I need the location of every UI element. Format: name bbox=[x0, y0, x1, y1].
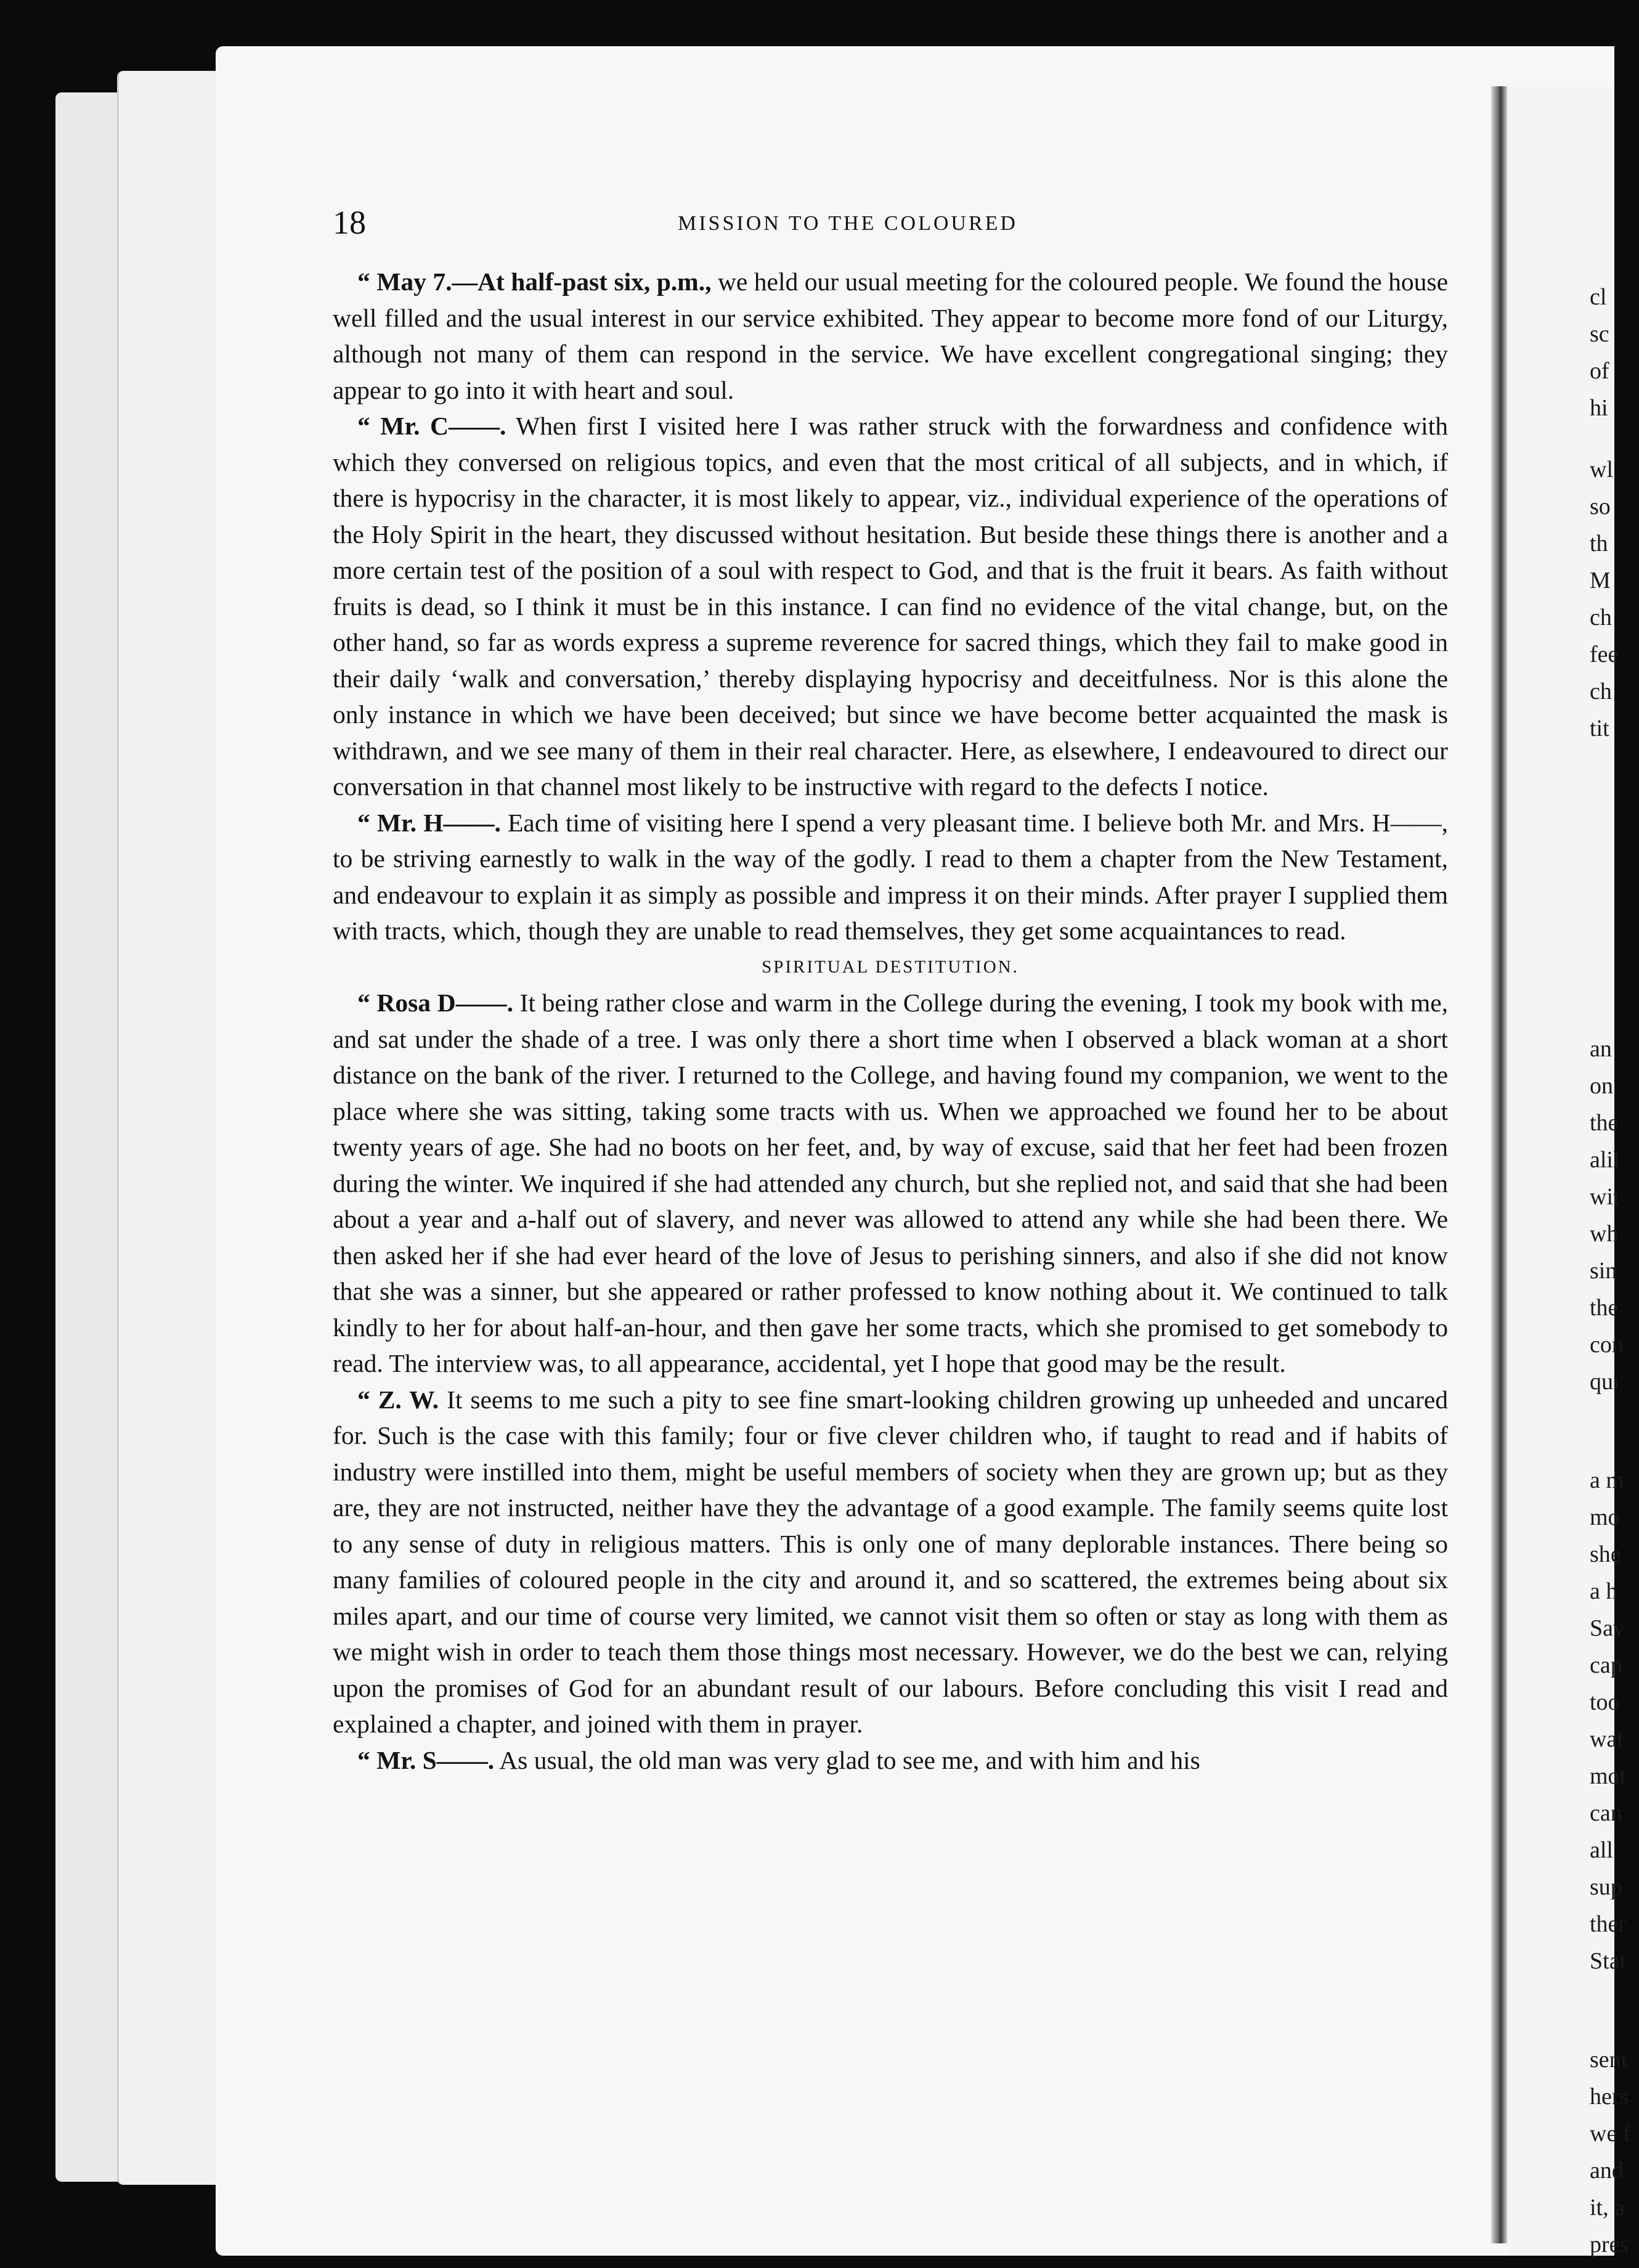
paragraph-may-7 bbox=[333, 264, 1448, 408]
facing-page-fragment: qui bbox=[1590, 1369, 1620, 1395]
paragraph-lead: “ Z. W. bbox=[357, 1385, 439, 1414]
facing-page-fragment: fee bbox=[1590, 642, 1619, 667]
facing-page-fragment: hi bbox=[1590, 395, 1608, 421]
page-header bbox=[333, 203, 1442, 253]
section-heading: SPIRITUAL DESTITUTION. bbox=[762, 957, 1019, 977]
facing-page-fragment: cap bbox=[1590, 1652, 1622, 1678]
paragraph-text: It seems to me such a pity to see fine smart-looking children growing up unheeded and uncared for. Such is the case with this family; four or five clever children who, if taught to read and if habits of industry were instilled into them, might be useful members of society when they are grown up; but as they are, they are not instructed, neither have they the advantage of a good example. The family seems quite lost to any sense of duty in religious matters. This is only one of many deplorable instances. There being so many families of coloured people in the city and around it, and so scattered, the extremes being about six miles apart, and our time of course very limited, we cannot visit them so often or stay as long with them as we might wish in order to teach them those things most necessary. However, we do the best we can, relying upon the promises of God for an abundant result of our labours. Before concluding this visit I read and explained a chapter, and joined with them in prayer. bbox=[333, 1385, 1448, 1738]
facing-page-fragment: it, a bbox=[1590, 2195, 1625, 2221]
facing-page-fragment: wh bbox=[1590, 1221, 1619, 1247]
facing-page-fragment: we f bbox=[1590, 2121, 1631, 2147]
facing-page-fragment: the bbox=[1590, 1110, 1619, 1136]
facing-page-fragment: a m bbox=[1590, 1467, 1624, 1493]
facing-page-fragment: ch bbox=[1590, 605, 1612, 630]
facing-page-fragment: ch bbox=[1590, 679, 1612, 704]
facing-page-fragment: hers bbox=[1590, 2084, 1629, 2110]
facing-page-fragment: tit bbox=[1590, 716, 1609, 741]
facing-page-fragment: on bbox=[1590, 1073, 1613, 1099]
paragraph-mr-c bbox=[333, 408, 1448, 805]
paragraph-text: we held our usual meeting for the coloured people. We found the house well filled and the usual interest in our service exhibited. They appear to become more fond of our Liturgy, although not many of them can respond in the service. We have excellent congregational singing; they appear to go into it with heart and soul. bbox=[333, 267, 1448, 404]
paragraph-lead: “ Mr. H——. bbox=[357, 808, 501, 837]
page-body bbox=[333, 264, 1448, 1778]
facing-page-fragment: wit bbox=[1590, 1184, 1620, 1210]
facing-page-fragment: Stat bbox=[1590, 1948, 1627, 1974]
paragraph-mr-s bbox=[333, 1742, 1448, 1779]
facing-page-fragment: sup bbox=[1590, 1874, 1622, 1900]
facing-page-fragment: wl bbox=[1590, 457, 1613, 483]
facing-page-fragment: an bbox=[1590, 1036, 1612, 1062]
page-number: 18 bbox=[333, 204, 366, 241]
book-gutter bbox=[1491, 86, 1507, 2243]
facing-page-fragment: so bbox=[1590, 494, 1611, 520]
facing-page-fragment: she bbox=[1590, 1541, 1621, 1567]
paragraph-lead: “ May 7.—At half-past six, p.m., bbox=[357, 267, 712, 296]
facing-page-fragment: can bbox=[1590, 1800, 1622, 1826]
facing-page-fragment: sin bbox=[1590, 1258, 1617, 1284]
paragraph-rosa-d bbox=[333, 985, 1448, 1382]
paragraph-mr-h bbox=[333, 805, 1448, 949]
facing-page-fragment: sc bbox=[1590, 321, 1609, 347]
facing-page-fragment: and bbox=[1590, 2158, 1624, 2184]
facing-page-fragment: mo bbox=[1590, 1504, 1620, 1530]
facing-page-fragment: Sav bbox=[1590, 1615, 1625, 1641]
facing-page-fragment: M bbox=[1590, 568, 1611, 594]
facing-page-fragment: sent bbox=[1590, 2047, 1628, 2073]
facing-page-fragment: all bbox=[1590, 1837, 1613, 1863]
facing-page-fragment: ther bbox=[1590, 1911, 1627, 1937]
paragraph-text: It being rather close and warm in the College during the evening, I took my book with me, and sat under the shade of a tree. I was only there a short time when I observed a black woman at a short distance on the bank of the river. I returned to the College, and having found my companion, we went to the place where she was sitting, taking some tracts with us. When we approached we found her to be about twenty years of age. She had no boots on her feet, and, by way of excuse, said that her feet had been frozen during the winter. We inquired if she had attended any church, but she replied not, and said that she had been about a year and a-half out of slavery, and never was allowed to attend any while she had been there. We then asked her if she had ever heard of the love of Jesus to perishing sinners, and also if she did not know that she was a sinner, but she appeared or rather professed to know nothing about it. We continued to talk kindly to her for about half-an-hour, and then gave her some tracts, which she promised to get somebody to read. The interview was, to all appearance, accidental, yet I hope that good may be the result. bbox=[333, 989, 1448, 1377]
facing-page-fragment: mot bbox=[1590, 1763, 1627, 1789]
facing-page-fragment: too bbox=[1590, 1689, 1620, 1715]
facing-page-fragment: th bbox=[1590, 531, 1608, 557]
facing-page-fragment: alil bbox=[1590, 1147, 1620, 1173]
paragraph-lead: “ Rosa D——. bbox=[357, 989, 514, 1017]
facing-page-fragment: the bbox=[1590, 1295, 1619, 1321]
paragraph-text: When first I visited here I was rather struck with the forwardness and confidence with which they conversed on religious topics, and even that the most critical of all subjects, and in which, if there is hypocrisy in the character, it is most likely to appear, viz., individual experience of the operations of the Holy Spirit in the heart, they discussed without hesitation. But beside these things there is another and a more certain test of the position of a soul with respect to God, and that is the fruit it bears. As faith without fruits is dead, so I think it must be in this instance. I can find no evidence of the vital change, but, on the other hand, so far as words express a supreme reverence for sacred things, which they fail to make good in their daily ‘walk and conversation,’ thereby displaying hypocrisy and deceitfulness. Nor is this alone the only instance in which we have been deceived; but since we have become better acquainted the mask is withdrawn, and we see many of them in their real character. Here, as elsewhere, I endeavoured to direct our conversation in that channel most likely to be instructive with regard to the defects I notice. bbox=[333, 412, 1448, 801]
facing-page-fragment: con bbox=[1590, 1332, 1624, 1358]
running-head: MISSION TO THE COLOURED bbox=[678, 212, 1018, 235]
facing-page-fragment: wat bbox=[1590, 1726, 1624, 1752]
facing-page-fragment: of bbox=[1590, 358, 1609, 384]
paragraph-text: Each time of visiting here I spend a very pleasant time. I believe both Mr. and Mrs. H——, to be striving earnestly to walk in the way of the godly. I read to them a chapter from the New Testament, and endeavour to explain it as simply as possible and impress it on their minds. After prayer I supplied them with tracts, which, though they are unable to read themselves, they get some acquaintances to read. bbox=[333, 808, 1448, 945]
paragraph-lead: “ Mr. C——. bbox=[357, 412, 506, 440]
paragraph-text: As usual, the old man was very glad to see me, and with him and his bbox=[494, 1745, 1200, 1774]
facing-page-fragment: a h bbox=[1590, 1578, 1618, 1604]
paragraph-z-w bbox=[333, 1382, 1448, 1742]
paragraph-lead: “ Mr. S——. bbox=[357, 1745, 495, 1774]
facing-page-fragment: pres bbox=[1590, 2232, 1629, 2258]
facing-page-fragment: cl bbox=[1590, 284, 1607, 310]
